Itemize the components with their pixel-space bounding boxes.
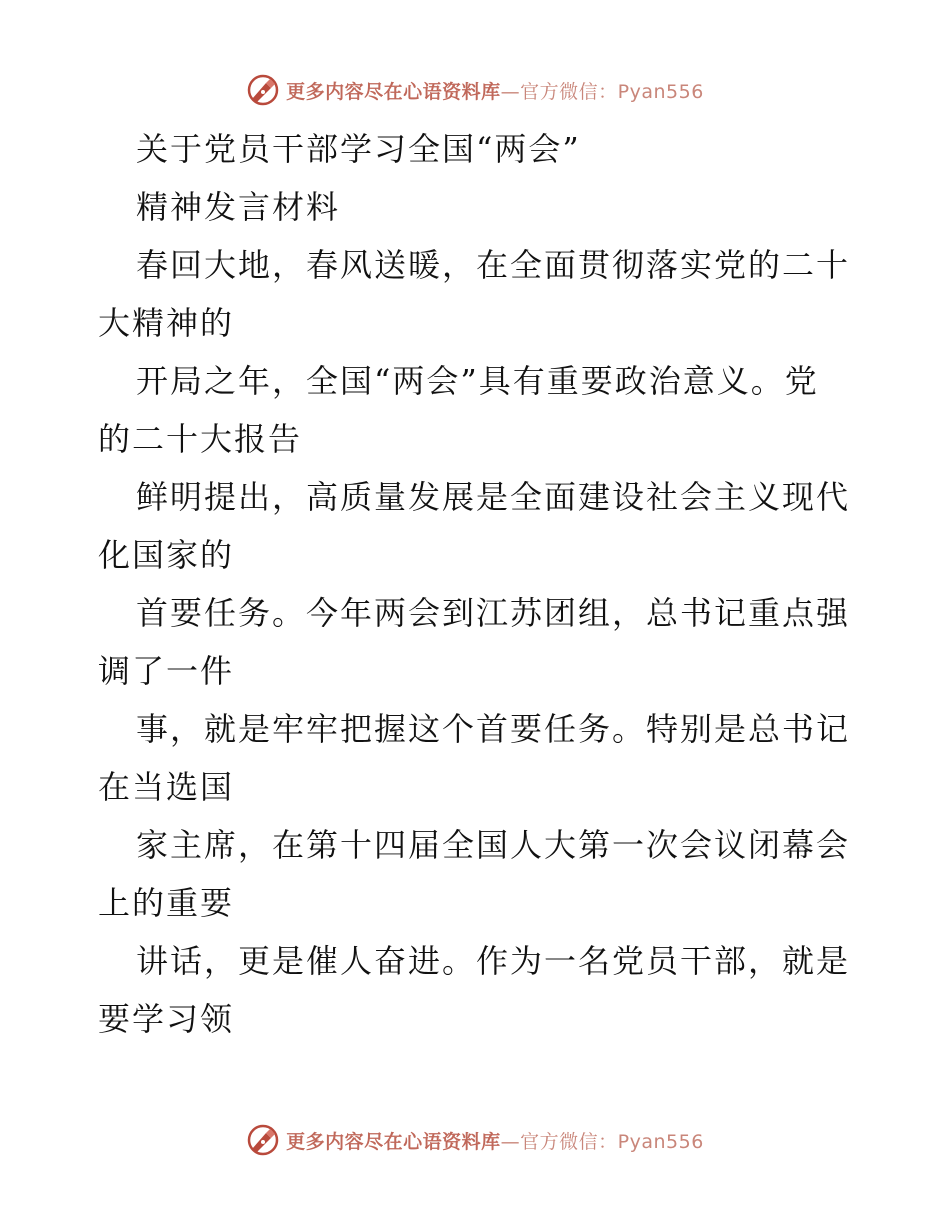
header-banner-wechat: —官方微信：Pyan556	[500, 80, 704, 103]
doc-line: 在当选国	[98, 768, 235, 806]
doc-line: 鲜明提出，高质量发展是全面建设社会主义现代	[136, 478, 851, 516]
footer-banner-title: 更多内容尽在心语资料库	[286, 1130, 501, 1153]
doc-line: 讲话，更是催人奋进。作为一名党员干部，就是	[136, 942, 851, 980]
doc-line: 要学习领	[98, 1000, 235, 1038]
footer-banner-text	[286, 1127, 704, 1154]
pen-nib-logo-icon	[246, 1123, 280, 1157]
doc-line: 关于党员干部学习全国“两会”	[136, 130, 581, 168]
doc-line: 精神发言材料	[136, 188, 341, 226]
doc-line: 化国家的	[98, 536, 235, 574]
pen-nib-logo-icon	[246, 73, 280, 107]
doc-line: 开局之年，全国“两会”具有重要政治意义。党	[136, 362, 819, 400]
footer-banner-wechat: —官方微信：Pyan556	[500, 1130, 704, 1153]
doc-line: 大精神的	[98, 304, 235, 342]
doc-line: 家主席，在第十四届全国人大第一次会议闭幕会	[136, 826, 851, 864]
doc-line: 首要任务。今年两会到江苏团组，总书记重点强	[136, 594, 851, 632]
header-banner-title: 更多内容尽在心语资料库	[286, 80, 501, 103]
doc-line: 春回大地，春风送暖，在全面贯彻落实党的二十	[136, 246, 851, 284]
doc-line: 事，就是牢牢把握这个首要任务。特别是总书记	[136, 710, 851, 748]
doc-line: 调了一件	[98, 652, 235, 690]
header-watermark-banner	[0, 70, 950, 110]
footer-watermark-banner	[0, 1120, 950, 1160]
header-banner-text	[286, 77, 704, 104]
doc-line: 的二十大报告	[98, 420, 303, 458]
doc-line: 上的重要	[98, 884, 235, 922]
document-body	[98, 120, 858, 1048]
